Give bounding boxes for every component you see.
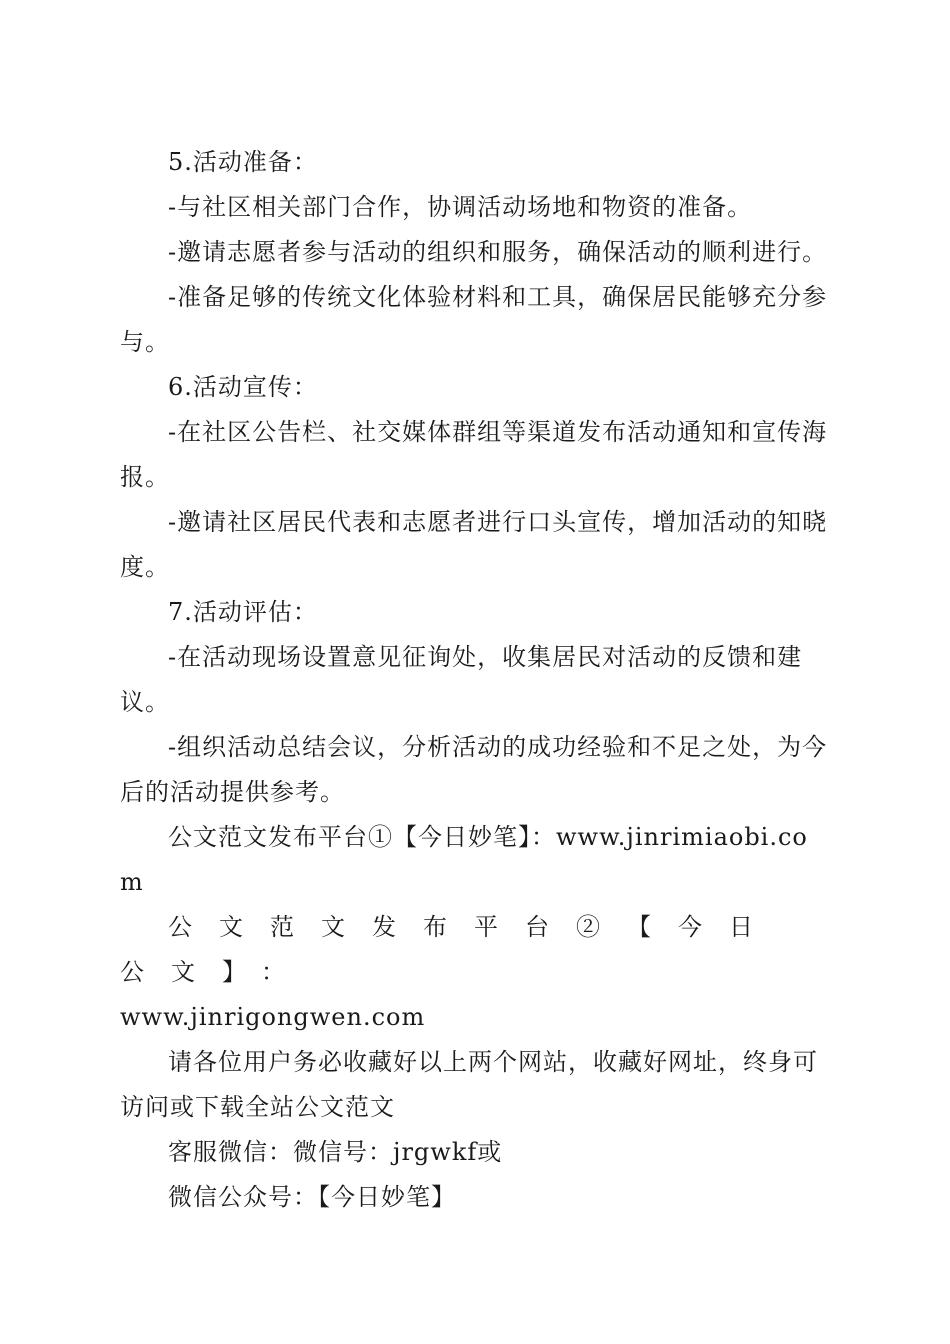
paragraph: -在活动现场设置意见征询处，收集居民对活动的反馈和建议。 [120,643,803,716]
section-heading-activity-prep: 5.活动准备： [168,148,318,176]
wechat-official-account: 微信公众号：【今日妙笔】 [168,1183,456,1211]
platform-link-line-2: 公文范文发布平台②【今日公文】： [120,913,780,986]
platform-link-line-1: 公文范文发布平台①【今日妙笔】：www.jinrimiaobi.com [120,823,808,896]
paragraph: -准备足够的传统文化体验材料和工具，确保居民能够充分参与。 [120,283,828,356]
document-body [120,140,830,1220]
paragraph: -邀请志愿者参与活动的组织和服务，确保活动的顺利进行。 [168,238,828,266]
paragraph: -与社区相关部门合作，协调活动场地和物资的准备。 [168,193,753,221]
paragraph: -邀请社区居民代表和志愿者进行口头宣传，增加活动的知晓度。 [120,508,828,581]
platform-url-2: www.jinrigongwen.com [120,1003,426,1031]
customer-service-wechat: 客服微信：微信号：jrgwkf或 [168,1138,503,1166]
section-heading-activity-promotion: 6.活动宣传： [168,373,318,401]
paragraph: -组织活动总结会议，分析活动的成功经验和不足之处，为今后的活动提供参考。 [120,733,828,806]
section-heading-activity-evaluation: 7.活动评估： [168,598,318,626]
bookmark-notice: 请各位用户务必收藏好以上两个网站，收藏好网址，终身可访问或下载全站公文范文 [120,1048,818,1121]
paragraph: -在社区公告栏、社交媒体群组等渠道发布活动通知和宣传海报。 [120,418,828,491]
